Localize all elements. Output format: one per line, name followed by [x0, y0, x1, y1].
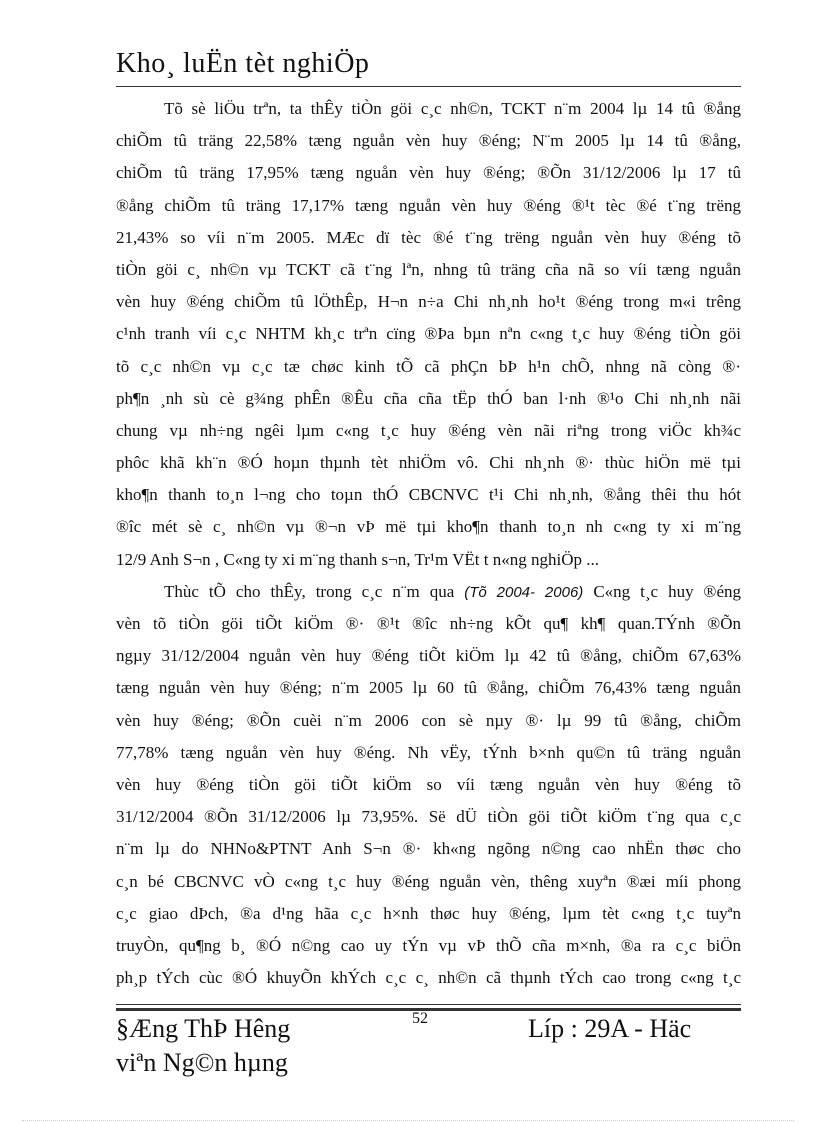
text-line: tæng nguån vèn huy ®éng; n¨m 2005 lµ 60 tû ®ång, chiÕm 76,43% tæng nguån [116, 678, 741, 698]
body-text [116, 93, 741, 994]
text-line: Tõ sè liÖu trªn, ta thÊy tiÒn göi c¸c nh©n, TCKT n¨m 2004 lµ 14 tû ®ång [164, 99, 741, 118]
page-number: 52 [412, 1010, 428, 1027]
document-header-title: Kho¸ luËn tèt nghiÖp [116, 48, 370, 79]
text-line: 31/12/2004 ®Õn 31/12/2006 lµ 73,95%. Së dÜ tiÒn göi tiÕt kiÖm t¨ng qua c¸c [116, 807, 741, 827]
footer-divider-thick [116, 1008, 741, 1011]
text-line: tõ c¸c nh©n vµ c¸c tæ chøc kinh tÕ cã phÇn bÞ h¹n chÕ, nhng nã còng ®· [116, 356, 741, 376]
text-line: 12/9 Anh S¬n , C«ng ty xi m¨ng thanh s¬n, Tr¹m VËt t n«ng nghiÖp ... [116, 549, 600, 569]
page-bottom-border [22, 1120, 794, 1121]
text-line: tiÒn göi c¸ nh©n vµ TCKT cã t¨ng lªn, nhng tû träng cña nã so víi tæng nguån [116, 259, 741, 279]
footer-class: Líp : 29A - Häc [528, 1014, 692, 1043]
italic-period: (Tõ 2004- 2006) [464, 583, 584, 601]
footer-author-line: viªn Ng©n hµng [116, 1048, 288, 1077]
text-line: ®îc mét sè c¸ nh©n vµ ®¬n vÞ më tµi kho¶n thanh to¸n nh c«ng ty xi m¨ng [116, 517, 741, 537]
text-line: chiÕm tû träng 22,58% tæng nguån vèn huy ®éng; N¨m 2005 lµ 14 tû ®ång, [116, 131, 741, 151]
text-line: vèn huy ®éng tiÒn göi tiÕt kiÖm so víi tæng nguån vèn huy ®éng tõ [116, 774, 741, 794]
text-line: ®ång chiÕm tû träng 17,17% tæng nguån vèn huy ®éng ®¹t tèc ®é t¨ng trëng [116, 195, 741, 215]
footer-author [116, 1012, 376, 1080]
text-line: 21,43% so víi n¨m 2005. MÆc dï tèc ®é t¨ng trëng nguån vèn huy ®éng tõ [116, 227, 741, 247]
text-line: vèn tõ tiÒn göi tiÕt kiÖm ®· ®¹t ®îc nh÷ng kÕt qu¶ kh¶ quan.TÝnh ®Õn [116, 614, 741, 633]
text-line: phôc khã kh¨n ®Ó hoµn thµnh tèt nhiÖm vô. Chi nh¸nh ®· thùc hiÖn më tµi [116, 453, 741, 473]
text-line-mixed [116, 576, 741, 608]
text-line: chiÕm tû träng 17,95% tæng nguån vèn huy ®éng; ®Õn 31/12/2006 lµ 17 tû [116, 163, 741, 183]
footer-divider-thin [116, 1004, 741, 1005]
text-line: c¸n bé CBCNVC vÒ c«ng t¸c huy ®éng nguån vèn, thêng xuyªn ®æi míi phong [116, 871, 741, 891]
footer-author-line: §Æng ThÞ Hêng [116, 1014, 291, 1043]
text-line: n¨m lµ do NHNo&PTNT Anh S¬n ®· kh«ng ngõng n©ng cao nhËn thøc cho [116, 839, 741, 859]
text-line: chung vµ nh÷ng ngêi lµm c«ng t¸c huy ®éng vèn nãi riªng trong viÖc kh¾c [116, 420, 741, 440]
text-line: 77,78% tæng nguån vèn huy ®éng. Nh vËy, tÝnh b×nh qu©n tû träng nguån [116, 742, 741, 762]
header-divider [116, 86, 741, 87]
text-line: vèn huy ®éng chiÕm tû lÖthÊp, H¬n n÷a Chi nh¸nh ho¹t ®éng trong m«i trêng [116, 292, 741, 312]
text-line: ph¸p tÝch cùc ®Ó khuyÕn khÝch c¸c c¸ nh©n cã thµnh tÝch cao trong c«ng t¸c [116, 968, 741, 988]
text-line: kho¶n thanh to¸n l¬ng cho toµn thÓ CBCNVC t¹i Chi nh¸nh, ®ång thêi thu hót [116, 485, 741, 505]
text-segment: C«ng t¸c huy ®éng [593, 581, 742, 601]
text-line: ngµy 31/12/2004 nguån vèn huy ®éng tiÕt kiÖm lµ 42 tû ®ång, chiÕm 67,63% [116, 646, 741, 666]
text-line: c¸c giao dÞch, ®a d¹ng hãa c¸c h×nh thøc huy ®éng, lµm tèt c«ng t¸c tuyªn [116, 903, 741, 923]
text-line: c¹nh tranh víi c¸c NHTM kh¸c trªn cïng ®Þa bµn nªn c«ng t¸c huy ®éng tiÒn göi [116, 324, 741, 344]
text-line: vèn huy ®éng; ®Õn cuèi n¨m 2006 con sè nµy ®· lµ 99 tû ®ång, chiÕm [116, 710, 741, 730]
text-line: ph¶n ¸nh sù cè g¾ng phÊn ®Êu cña cña tËp thÓ ban l·nh ®¹o Chi nh¸nh nãi [116, 388, 741, 408]
text-line: truyÒn, qu¶ng b¸ ®Ó n©ng cao uy tÝn vµ vÞ thÕ cña m×nh, ®a ra c¸c biÖn [116, 935, 741, 955]
text-segment: Thùc tÕ cho thÊy, trong c¸c n¨m qua [164, 581, 455, 601]
